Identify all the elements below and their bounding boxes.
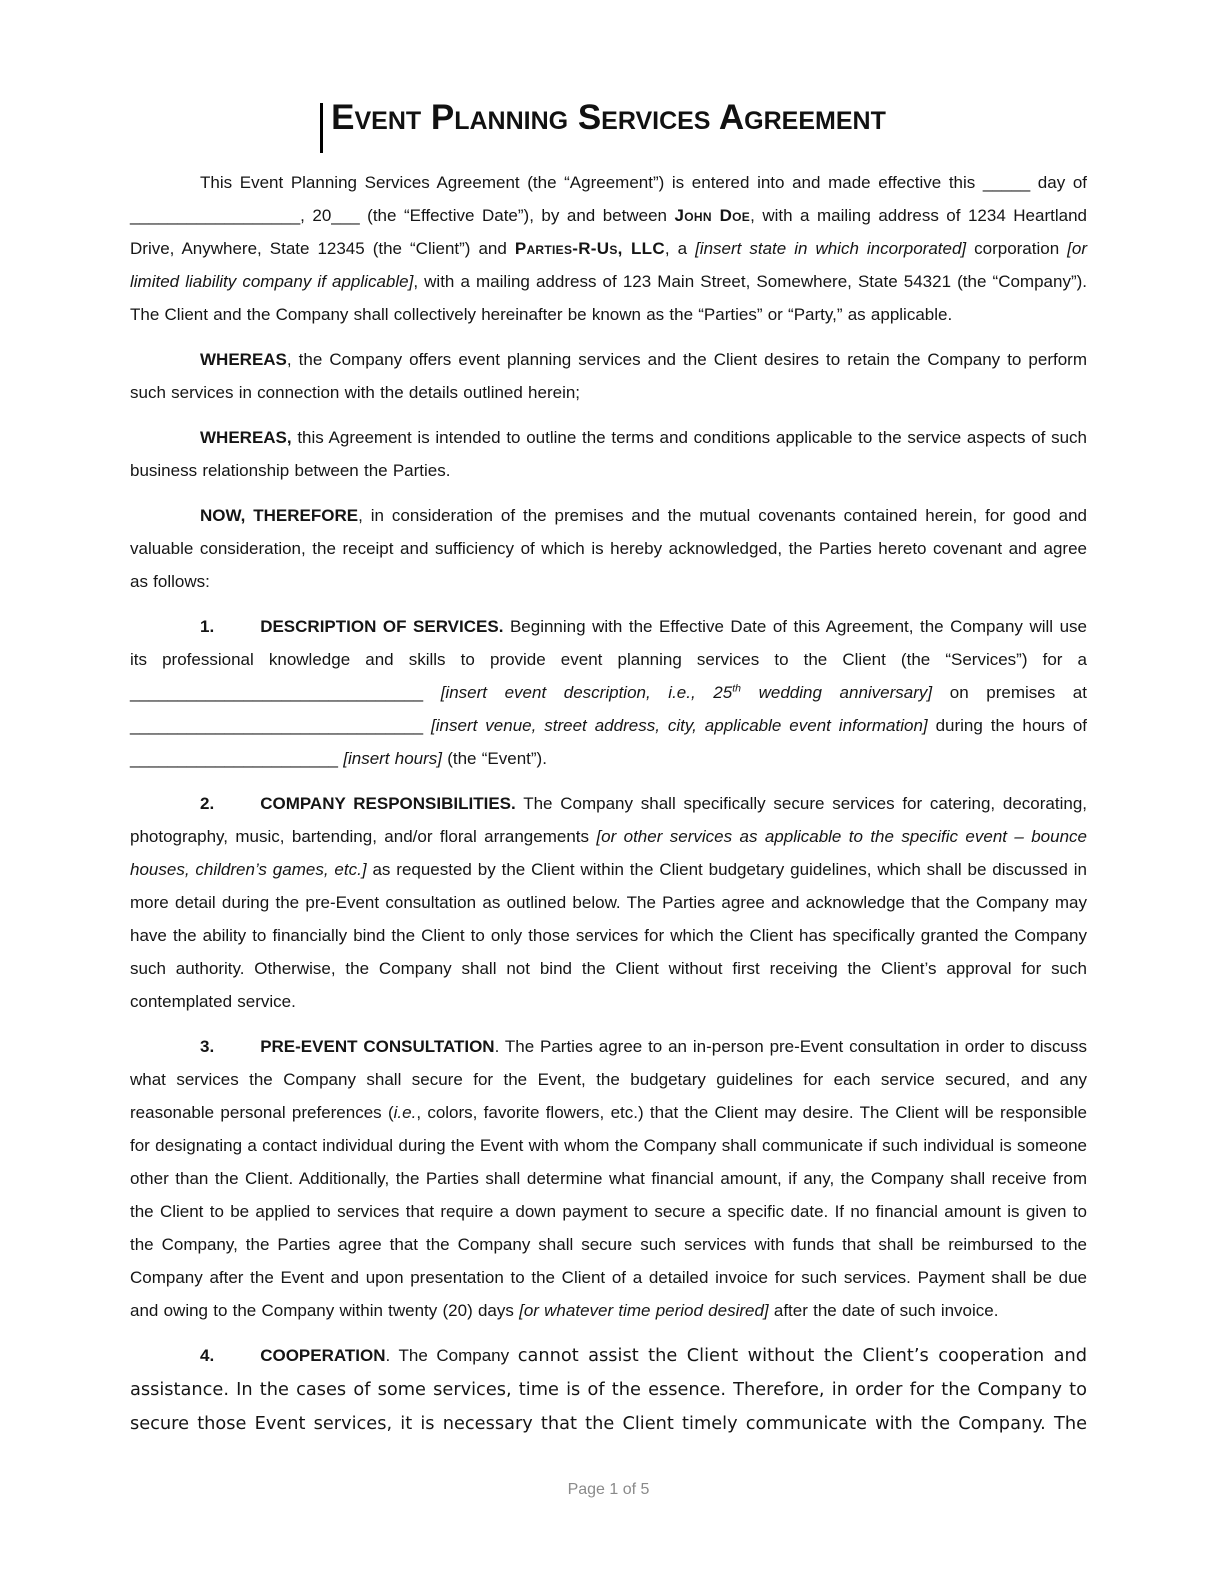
text-segment: during the hours of ______________________ bbox=[130, 715, 1088, 768]
text-segment: th bbox=[732, 682, 742, 695]
document-title[interactable]: Event Planning Services Agreement bbox=[331, 98, 886, 137]
text-segment: [insert state in which incorporated] bbox=[695, 238, 967, 258]
text-segment: 4. bbox=[200, 1345, 215, 1365]
text-segment: , in consideration of the premises and the mutual covenants contained herein, for good and valuable consideration, the receipt and sufficiency of which is hereby acknowledged, the Parties hereto covenant and agree as follows: bbox=[130, 505, 1087, 591]
text-segment: NOW, THEREFORE bbox=[200, 505, 359, 525]
text-segment: , with a mailing address of 1234 Heartland Drive, Anywhere, State 12345 (the “Client”) and bbox=[130, 205, 1087, 258]
text-segment: , colors, favorite flowers, etc.) that the Client may desire. The Client will be responsible for designating a contact individual during the Event with whom the Company shall communicate if such individual is someone other than the Client. Additionally, the Parties shall determine what financial amount, if any, the Company shall receive from the Client to be applied to services that require a down payment to secure a specific date. If no financial amount is given to the Company, the Parties agree that the Company shall secure such services with funds that shall be reimbursed to the Company after the Event and upon presentation to the Client of a detailed invoice for such services. Payment shall be due and owing to the Company within twenty (20) days bbox=[130, 1102, 1087, 1320]
text-segment: DESCRIPTION OF SERVICES. bbox=[260, 616, 504, 636]
whereas-2[interactable] bbox=[130, 421, 1087, 487]
text-segment: [insert hours] bbox=[343, 748, 442, 768]
text-segment: 3. bbox=[200, 1036, 215, 1056]
text-segment: cannot assist the Client without the Client’s cooperation and assistance. In the cases of some services, time is of the essence. Therefore, in order for the Company to secure those Event services, it is necessary that the Client timely communicate with the Company. The bbox=[130, 1345, 1087, 1434]
text-segment: This Event Planning Services Agreement (the “Agreement”) is entered into and made effective this _____ day of __________________, 20___ (the “Effective Date”), by and between bbox=[130, 172, 1087, 225]
text-segment: on premises at _______________________________ bbox=[130, 682, 1087, 735]
text-segment: [insert venue, street address, city, applicable event information] bbox=[431, 715, 928, 735]
text-segment: Beginning with the Effective Date of this Agreement, the Company will use its professional knowledge and skills to provide event planning services to the Client (the “Services”) for a _______________________________ bbox=[130, 616, 1087, 702]
text-segment: i.e. bbox=[393, 1102, 417, 1122]
intro-paragraph[interactable] bbox=[130, 166, 1087, 331]
document-body[interactable] bbox=[130, 166, 1087, 1441]
section-3-pre-event-consultation[interactable] bbox=[130, 1030, 1087, 1327]
text-segment: Parties-R-Us, LLC bbox=[514, 238, 665, 258]
text-segment: [or other services as applicable to the specific event – bounce houses, children’s games, etc.] bbox=[130, 826, 1087, 879]
text-segment: 2. bbox=[200, 793, 215, 813]
text-segment: John Doe bbox=[674, 205, 751, 225]
text-segment: as requested by the Client within the Client budgetary guidelines, which shall be discussed in more detail during the pre-Event consultation as outlined below. The Parties agree and acknowledge that the Company may have the ability to financially bind the Client to only those services for which the Client has specifically granted the Company such authority. Otherwise, the Company shall not bind the Client without first receiving the Client’s approval for such contemplated service. bbox=[130, 859, 1087, 1011]
text-segment: The Company shall specifically secure services for catering, decorating, photography, music, bartending, and/or floral arrangements bbox=[130, 793, 1087, 846]
text-segment: [or limited liability company if applicable] bbox=[130, 238, 1088, 291]
text-segment: , the Company offers event planning services and the Client desires to retain the Company to perform such services in connection with the details outlined herein; bbox=[130, 349, 1087, 402]
text-segment: after the date of such invoice. bbox=[768, 1300, 999, 1320]
text-segment: WHEREAS bbox=[200, 349, 287, 369]
text-segment: PRE-EVENT CONSULTATION bbox=[260, 1036, 495, 1056]
text-segment: WHEREAS, bbox=[200, 427, 292, 447]
text-segment: , a bbox=[664, 238, 696, 258]
text-segment: wedding anniversary] bbox=[741, 682, 933, 702]
text-segment: COOPERATION bbox=[260, 1345, 386, 1365]
text-segment: . The Company bbox=[385, 1345, 518, 1365]
text-segment: (the “Event”). bbox=[442, 748, 547, 768]
section-4-cooperation[interactable] bbox=[130, 1339, 1087, 1441]
page-number-footer: Page 1 of 5 bbox=[567, 1481, 650, 1498]
text-segment: , with a mailing address of 123 Main Street, Somewhere, State 54321 (the “Company”). The Client and the Company shall collectively hereinafter be known as the “Parties” or “Party,” as applicable. bbox=[130, 271, 1087, 324]
text-segment: [or whatever time period desired] bbox=[519, 1300, 769, 1320]
text-cursor-caret bbox=[320, 103, 323, 153]
text-segment: [insert event description, i.e., 25 bbox=[440, 682, 733, 702]
text-segment: this Agreement is intended to outline the terms and conditions applicable to the service aspects of such business relationship between the Parties. bbox=[130, 427, 1087, 480]
section-1-description-of-services[interactable] bbox=[130, 610, 1087, 775]
text-segment: COMPANY RESPONSIBILITIES. bbox=[260, 793, 516, 813]
text-segment: 1. bbox=[200, 616, 215, 636]
text-segment: corporation bbox=[966, 238, 1068, 258]
whereas-1[interactable] bbox=[130, 343, 1087, 409]
text-segment: . The Parties agree to an in-person pre-Event consultation in order to discuss what services the Company shall secure for the Event, the budgetary guidelines for each service secured, and any reasonable personal preferences ( bbox=[130, 1036, 1087, 1122]
now-therefore[interactable] bbox=[130, 499, 1087, 598]
section-2-company-responsibilities[interactable] bbox=[130, 787, 1087, 1018]
